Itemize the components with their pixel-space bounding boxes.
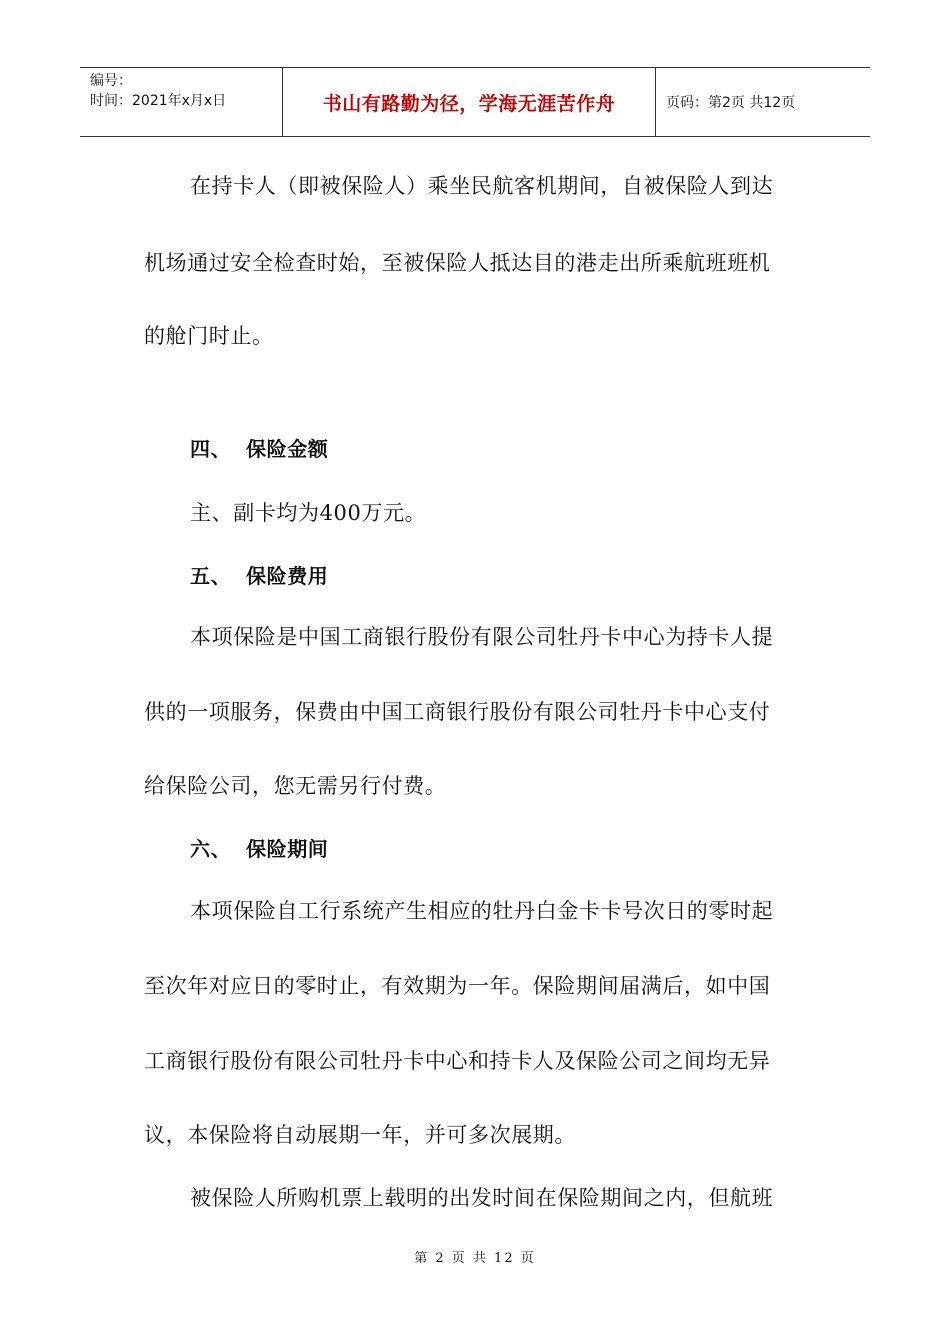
section-heading-6 <box>190 833 328 862</box>
header-page-info: 页码：第2页 共12页 <box>666 95 796 111</box>
paragraph-line: 议，本保险将自动展期一年，并可多次展期。 <box>144 1123 576 1147</box>
section-title: 保险费用 <box>246 564 329 588</box>
section-heading-5 <box>190 560 328 589</box>
paragraph-line: 本项保险自工行系统产生相应的牡丹白金卡卡号次日的零时起 <box>190 899 774 923</box>
section-number: 六、 <box>190 837 232 861</box>
paragraph-line: 的舱门时止。 <box>144 324 274 348</box>
time-label: 时间：2021年x月x日 <box>90 93 227 109</box>
paragraph-line: 被保险人所购机票上载明的出发时间在保险期间之内，但航班 <box>190 1186 774 1210</box>
section-number: 四、 <box>190 437 232 461</box>
paragraph-line: 主、副卡均为400万元。 <box>190 501 427 525</box>
paragraph-line: 本项保险是中国工商银行股份有限公司牡丹卡中心为持卡人提 <box>190 625 774 649</box>
section-title: 保险金额 <box>246 437 329 461</box>
page-header <box>80 67 870 137</box>
section-title: 保险期间 <box>246 837 329 861</box>
paragraph-line: 工商银行股份有限公司牡丹卡中心和持卡人及保险公司之间均无异 <box>144 1049 771 1073</box>
section-heading-4 <box>190 433 328 462</box>
paragraph-line: 在持卡人（即被保险人）乘坐民航客机期间，自被保险人到达 <box>190 174 774 198</box>
header-motto: 书山有路勤为径，学海无涯苦作舟 <box>283 68 656 136</box>
paragraph-line: 至次年对应日的零时止，有效期为一年。保险期间届满后，如中国 <box>144 974 771 998</box>
paragraph-line: 机场通过安全检查时始，至被保险人抵达目的港走出所乘航班班机 <box>144 251 771 275</box>
section-number: 五、 <box>190 564 232 588</box>
header-meta <box>80 68 283 136</box>
paragraph-line: 供的一项服务，保费由中国工商银行股份有限公司牡丹卡中心支付 <box>144 700 771 724</box>
page-footer: 第 2 页 共 12 页 <box>414 1251 536 1266</box>
paragraph-line: 给保险公司，您无需另行付费。 <box>144 774 447 798</box>
number-label: 编号： <box>90 73 132 89</box>
